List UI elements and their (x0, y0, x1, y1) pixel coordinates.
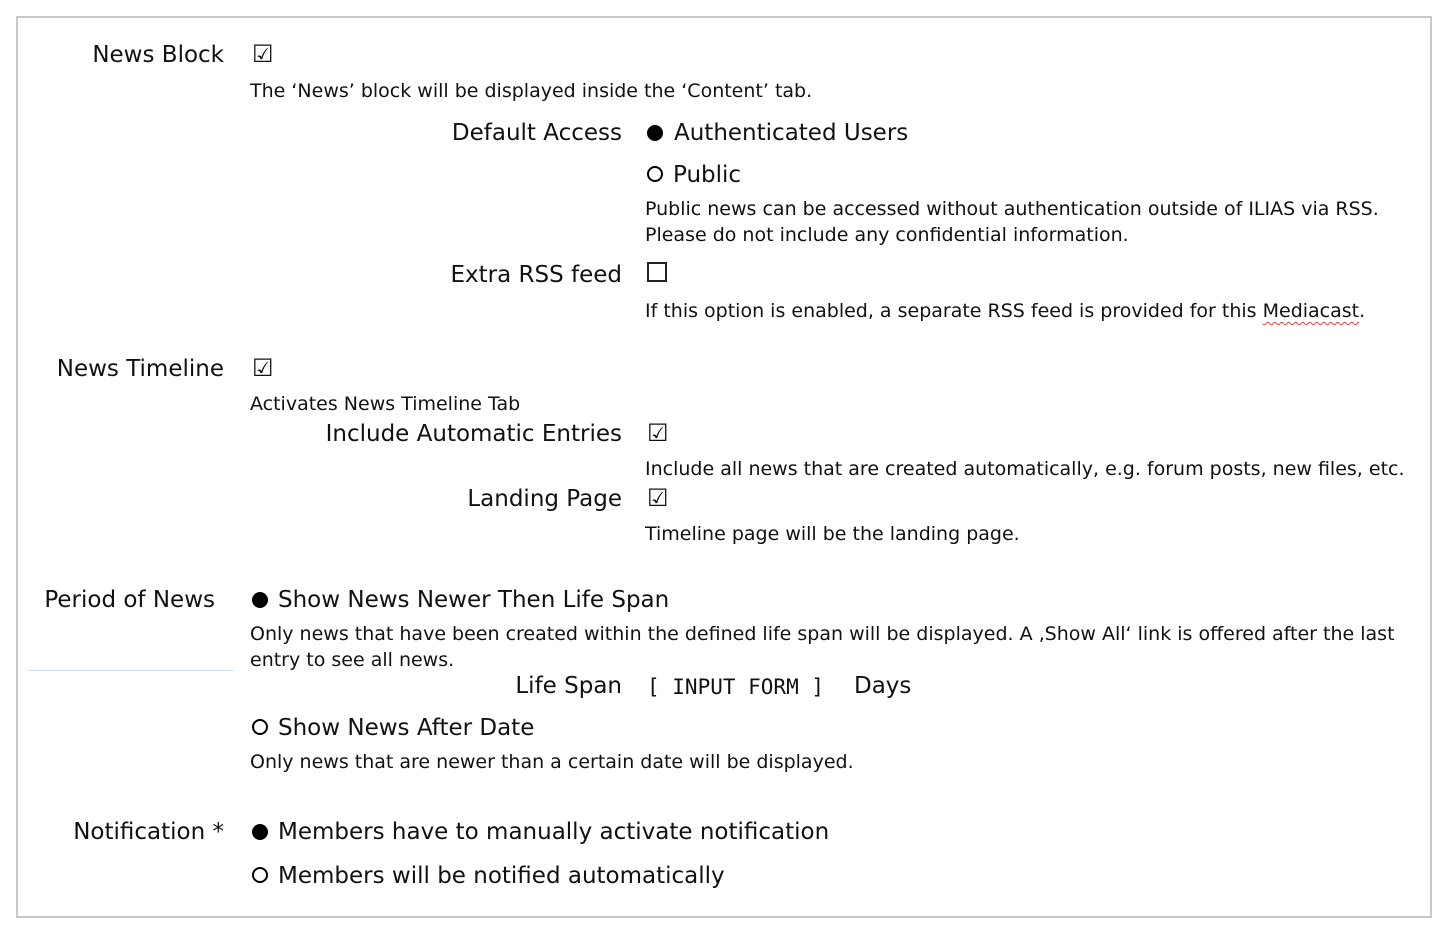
life-span-unit: Days (854, 673, 912, 699)
radio-show-news-newer[interactable] (252, 592, 268, 612)
public-label[interactable]: Public (673, 162, 742, 188)
news-block-checkbox[interactable]: ☑ (252, 40, 274, 68)
landing-page-checkbox[interactable]: ☑ (647, 484, 669, 512)
news-timeline-label: News Timeline (56, 356, 224, 382)
spellcheck-word: Mediacast (1262, 300, 1360, 322)
news-block-label: News Block (92, 42, 224, 68)
show-news-after-date-label[interactable]: Show News After Date (278, 715, 535, 741)
life-span-input[interactable]: [ INPUT FORM ] (647, 675, 825, 699)
life-span-label: Life Span (515, 673, 622, 699)
landing-page-description: Timeline page will be the landing page. (645, 523, 1020, 545)
period-divider (28, 670, 234, 671)
public-description-line1: Public news can be accessed without authentication outside of ILIAS via RSS. (645, 198, 1379, 220)
authenticated-users-label[interactable]: Authenticated Users (674, 120, 909, 146)
radio-show-news-after-date[interactable] (252, 719, 268, 739)
extra-rss-feed-label: Extra RSS feed (450, 262, 622, 288)
news-block-description: The ‘News’ block will be displayed inside the ‘Content’ tab. (250, 80, 813, 102)
news-timeline-description: Activates News Timeline Tab (250, 393, 521, 415)
news-timeline-checkbox[interactable]: ☑ (252, 354, 274, 382)
manual-notification-label[interactable]: Members have to manually activate notification (278, 819, 830, 845)
extra-rss-feed-description: If this option is enabled, a separate RSS feed is provided for this Mediacast. (645, 300, 1366, 322)
radio-manual-notification[interactable] (252, 824, 268, 844)
radio-public[interactable] (647, 166, 663, 186)
extra-rss-feed-checkbox[interactable] (647, 262, 667, 286)
include-automatic-entries-label: Include Automatic Entries (325, 421, 622, 447)
notification-label: Notification * (73, 819, 224, 845)
default-access-label: Default Access (451, 120, 622, 146)
public-description-line2: Please do not include any confidential information. (645, 224, 1129, 246)
show-news-after-date-description: Only news that are newer than a certain date will be displayed. (250, 751, 854, 773)
include-automatic-entries-checkbox[interactable]: ☑ (647, 419, 669, 447)
radio-automatic-notification[interactable] (252, 867, 268, 887)
period-of-news-label: Period of News (44, 587, 215, 613)
landing-page-label: Landing Page (467, 486, 622, 512)
show-news-newer-description-line2: entry to see all news. (250, 649, 455, 671)
show-news-newer-label[interactable]: Show News Newer Then Life Span (278, 587, 670, 613)
radio-authenticated-users[interactable] (647, 125, 663, 145)
include-automatic-entries-description: Include all news that are created automatically, e.g. forum posts, new files, etc. (645, 458, 1405, 480)
automatic-notification-label[interactable]: Members will be notified automatically (278, 863, 725, 889)
show-news-newer-description-line1: Only news that have been created within the defined life span will be displayed. A ‚Show All‘ link is offered after the last (250, 623, 1395, 645)
